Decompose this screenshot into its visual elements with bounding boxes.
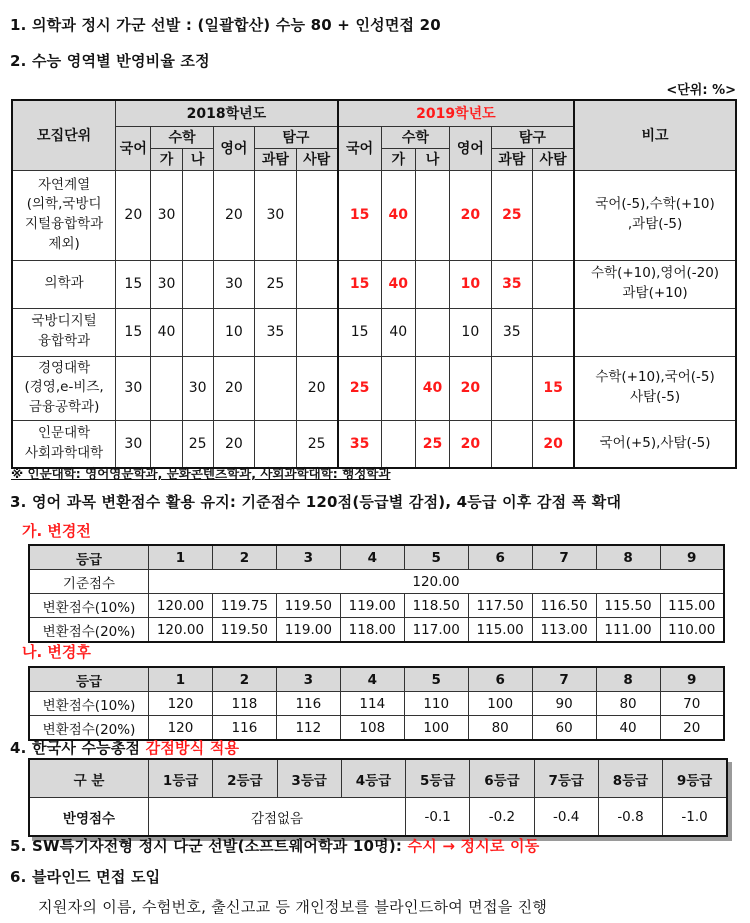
- value-2018: 25: [182, 420, 213, 468]
- grade-8: 8: [596, 545, 660, 570]
- score-cell: 110.00: [660, 618, 724, 643]
- value-2018: 30: [151, 260, 182, 308]
- value-2018: [255, 356, 296, 420]
- score-cell: 113.00: [532, 618, 596, 643]
- header-2018: 2018학년도: [116, 100, 338, 126]
- value-2018: 10: [213, 308, 254, 356]
- grade-header: 등급: [29, 545, 149, 570]
- history-grade-header: 6등급: [470, 759, 534, 798]
- value-2018: 25: [255, 260, 296, 308]
- score-cell: 120: [149, 692, 213, 716]
- score-row: [29, 594, 724, 618]
- header-unit: 모집단위: [12, 100, 116, 170]
- value-2019: 15: [338, 170, 382, 260]
- history-grade-header: 2등급: [213, 759, 277, 798]
- deduction-cell: -0.8: [598, 798, 662, 837]
- value-2018: 15: [116, 260, 151, 308]
- score-cell: 100: [468, 692, 532, 716]
- section-3-heading: 3. 영어 과목 변환점수 활용 유지: 기준점수 120점(등급별 감점), 4등급 이후 감점 폭 확대: [10, 493, 622, 511]
- deduction-cell: -0.2: [470, 798, 534, 837]
- value-2019: [533, 170, 575, 260]
- row-label: 변환점수(10%): [29, 692, 149, 716]
- unit-cell: 자연계열 (의학,국방디 지털융합학과 제외): [12, 170, 116, 260]
- value-2018: 30: [151, 170, 182, 260]
- score-cell: 120.00: [149, 594, 213, 618]
- section-4-text: 4. 한국사 수능총점: [10, 739, 146, 757]
- unit-cell: 국방디지털 융합학과: [12, 308, 116, 356]
- value-2018: [151, 420, 182, 468]
- value-2018: [296, 308, 338, 356]
- row-label: 변환점수(20%): [29, 618, 149, 643]
- score-cell: 119.50: [276, 594, 340, 618]
- unit-cell: 인문대학 사회과학대학: [12, 420, 116, 468]
- value-2018: 30: [116, 420, 151, 468]
- history-table: [28, 758, 728, 837]
- header-ga-2019: 가: [381, 148, 415, 170]
- grade-1: 1: [149, 545, 213, 570]
- score-cell: 120: [149, 716, 213, 741]
- value-2019: 40: [381, 308, 415, 356]
- score-cell: 111.00: [596, 618, 660, 643]
- value-2019: 20: [450, 356, 491, 420]
- grade-3: 3: [276, 667, 340, 692]
- value-2019: 35: [338, 420, 382, 468]
- header-inq-2019: 탐구: [491, 126, 574, 148]
- header-soc-2019: 사탐: [533, 148, 575, 170]
- note-cell: [574, 308, 736, 356]
- value-2018: 40: [151, 308, 182, 356]
- ratio-row: [12, 170, 736, 260]
- value-2018: [182, 170, 213, 260]
- value-2019: 20: [450, 170, 491, 260]
- value-2019: 20: [450, 420, 491, 468]
- history-grade-header: 3등급: [277, 759, 341, 798]
- header-math-2018: 수학: [151, 126, 213, 148]
- grade-3: 3: [276, 545, 340, 570]
- base-score-value: 120.00: [149, 570, 725, 594]
- history-grade-header: 8등급: [598, 759, 662, 798]
- score-cell: 120.00: [149, 618, 213, 643]
- section-4-heading: [10, 737, 239, 758]
- score-cell: 114: [340, 692, 404, 716]
- score-cell: 60: [532, 716, 596, 741]
- score-cell: 117.00: [404, 618, 468, 643]
- section-1-heading: 1. 의학과 정시 가군 선발 : (일괄합산) 수능 80 + 인성면접 20: [10, 16, 441, 34]
- score-cell: 116: [276, 692, 340, 716]
- score-cell: 115.00: [660, 594, 724, 618]
- score-row: [29, 618, 724, 643]
- grade-9: 9: [660, 667, 724, 692]
- score-cell: 119.75: [212, 594, 276, 618]
- score-cell: 80: [468, 716, 532, 741]
- row-label: 변환점수(10%): [29, 594, 149, 618]
- grade-6: 6: [468, 667, 532, 692]
- value-2019: [533, 308, 575, 356]
- value-2019: 20: [533, 420, 575, 468]
- value-2018: 35: [255, 308, 296, 356]
- note-cell: 수학(+10),영어(-20) 과탐(+10): [574, 260, 736, 308]
- ratio-row: [12, 420, 736, 468]
- grade-2: 2: [212, 545, 276, 570]
- score-cell: 20: [660, 716, 724, 741]
- score-cell: 118.50: [404, 594, 468, 618]
- grade-4: 4: [340, 545, 404, 570]
- section-6-body: 지원자의 이름, 수험번호, 출신고교 등 개인정보를 블라인드하여 면접을 진행: [38, 898, 548, 916]
- applied-score-label: 반영점수: [29, 798, 149, 837]
- score-cell: 115.50: [596, 594, 660, 618]
- value-2018: [296, 170, 338, 260]
- score-cell: 118.00: [340, 618, 404, 643]
- value-2019: [381, 356, 415, 420]
- value-2019: [381, 420, 415, 468]
- grade-6: 6: [468, 545, 532, 570]
- header-eng-2018: 영어: [213, 126, 254, 170]
- value-2019: 40: [381, 260, 415, 308]
- value-2018: 15: [116, 308, 151, 356]
- section-6-heading: 6. 블라인드 면접 도입: [10, 868, 161, 886]
- note-cell: 수학(+10),국어(-5) 사탐(-5): [574, 356, 736, 420]
- value-2019: 35: [491, 260, 532, 308]
- grade-2: 2: [212, 667, 276, 692]
- section-4-highlight: 감점방식 적용: [145, 739, 240, 757]
- before-title: 가. 변경전: [22, 522, 91, 540]
- value-2018: 30: [182, 356, 213, 420]
- header-soc-2018: 사탐: [296, 148, 338, 170]
- ratio-row: [12, 356, 736, 420]
- header-kor-2018: 국어: [116, 126, 151, 170]
- footnote: ※ 인문대학: 영어영문학과, 문화콘텐츠학과, 사회과학대학: 행정학과: [11, 466, 391, 481]
- header-kor-2019: 국어: [338, 126, 382, 170]
- section-5-highlight: 수시 → 정시로 이동: [407, 837, 540, 855]
- english-before-table: [28, 544, 725, 643]
- value-2019: 15: [533, 356, 575, 420]
- value-2018: 20: [213, 420, 254, 468]
- unit-cell: 의학과: [12, 260, 116, 308]
- history-grade-header: 9등급: [663, 759, 727, 798]
- grade-7: 7: [532, 545, 596, 570]
- section-5-heading: [10, 835, 539, 856]
- score-cell: 117.50: [468, 594, 532, 618]
- header-eng-2019: 영어: [450, 126, 491, 170]
- value-2018: [296, 260, 338, 308]
- note-cell: 국어(-5),수학(+10) ,과탐(-5): [574, 170, 736, 260]
- grade-9: 9: [660, 545, 724, 570]
- unit-cell: 경영대학 (경영,e-비즈, 금융공학과): [12, 356, 116, 420]
- value-2019: 10: [450, 260, 491, 308]
- value-2019: 15: [338, 260, 382, 308]
- score-cell: 119.00: [276, 618, 340, 643]
- header-math-2019: 수학: [381, 126, 449, 148]
- score-cell: 40: [596, 716, 660, 741]
- grade-5: 5: [404, 545, 468, 570]
- value-2019: [415, 308, 449, 356]
- after-title: 나. 변경후: [22, 643, 91, 661]
- score-cell: 119.00: [340, 594, 404, 618]
- score-cell: 118: [212, 692, 276, 716]
- history-grade-header: 7등급: [534, 759, 598, 798]
- value-2019: 35: [491, 308, 532, 356]
- value-2019: [533, 260, 575, 308]
- score-cell: 119.50: [212, 618, 276, 643]
- ratio-table: [11, 99, 737, 469]
- value-2019: 10: [450, 308, 491, 356]
- value-2019: 40: [381, 170, 415, 260]
- value-2019: [491, 356, 532, 420]
- value-2019: 15: [338, 308, 382, 356]
- history-grade-header: 4등급: [341, 759, 405, 798]
- deduction-cell: -1.0: [663, 798, 727, 837]
- value-2018: [182, 308, 213, 356]
- unit-label: <단위: %>: [666, 83, 736, 98]
- value-2019: 25: [338, 356, 382, 420]
- history-grade-header: 5등급: [406, 759, 470, 798]
- score-cell: 100: [404, 716, 468, 741]
- grade-1: 1: [149, 667, 213, 692]
- value-2019: 25: [415, 420, 449, 468]
- history-grade-header: 1등급: [149, 759, 213, 798]
- value-2019: 40: [415, 356, 449, 420]
- score-cell: 90: [532, 692, 596, 716]
- section-2-heading: 2. 수능 영역별 반영비율 조정: [10, 52, 210, 70]
- value-2018: 30: [255, 170, 296, 260]
- value-2018: 20: [296, 356, 338, 420]
- score-cell: 115.00: [468, 618, 532, 643]
- header-note: 비고: [574, 100, 736, 170]
- value-2018: [151, 356, 182, 420]
- value-2018: 25: [296, 420, 338, 468]
- value-2019: [491, 420, 532, 468]
- note-cell: 국어(+5),사탐(-5): [574, 420, 736, 468]
- score-row: [29, 692, 724, 716]
- grade-header: 등급: [29, 667, 149, 692]
- category-header: 구 분: [29, 759, 149, 798]
- grade-4: 4: [340, 667, 404, 692]
- header-na-2019: 나: [415, 148, 449, 170]
- value-2018: 30: [116, 356, 151, 420]
- grade-8: 8: [596, 667, 660, 692]
- header-inq-2018: 탐구: [255, 126, 338, 148]
- deduction-cell: -0.4: [534, 798, 598, 837]
- score-cell: 116.50: [532, 594, 596, 618]
- value-2019: [415, 170, 449, 260]
- value-2019: 25: [491, 170, 532, 260]
- english-after-table: [28, 666, 725, 741]
- score-cell: 70: [660, 692, 724, 716]
- section-5-text: 5. SW특기자전형 정시 다군 선발(소프트웨어학과 10명):: [10, 837, 408, 855]
- deduction-cell: -0.1: [406, 798, 470, 837]
- header-sci-2019: 과탐: [491, 148, 532, 170]
- header-na-2018: 나: [182, 148, 213, 170]
- row-label: 변환점수(20%): [29, 716, 149, 741]
- value-2018: 20: [213, 356, 254, 420]
- ratio-row: [12, 308, 736, 356]
- grade-7: 7: [532, 667, 596, 692]
- no-deduction-cell: 감점없음: [149, 798, 406, 837]
- header-sci-2018: 과탐: [255, 148, 296, 170]
- score-cell: 110: [404, 692, 468, 716]
- score-cell: 108: [340, 716, 404, 741]
- header-ga-2018: 가: [151, 148, 182, 170]
- value-2018: 30: [213, 260, 254, 308]
- base-score-label: 기준점수: [29, 570, 149, 594]
- score-cell: 112: [276, 716, 340, 741]
- value-2018: 20: [213, 170, 254, 260]
- value-2019: [415, 260, 449, 308]
- value-2018: [255, 420, 296, 468]
- score-cell: 116: [212, 716, 276, 741]
- value-2018: [182, 260, 213, 308]
- header-2019: 2019학년도: [338, 100, 574, 126]
- value-2018: 20: [116, 170, 151, 260]
- grade-5: 5: [404, 667, 468, 692]
- score-cell: 80: [596, 692, 660, 716]
- ratio-row: [12, 260, 736, 308]
